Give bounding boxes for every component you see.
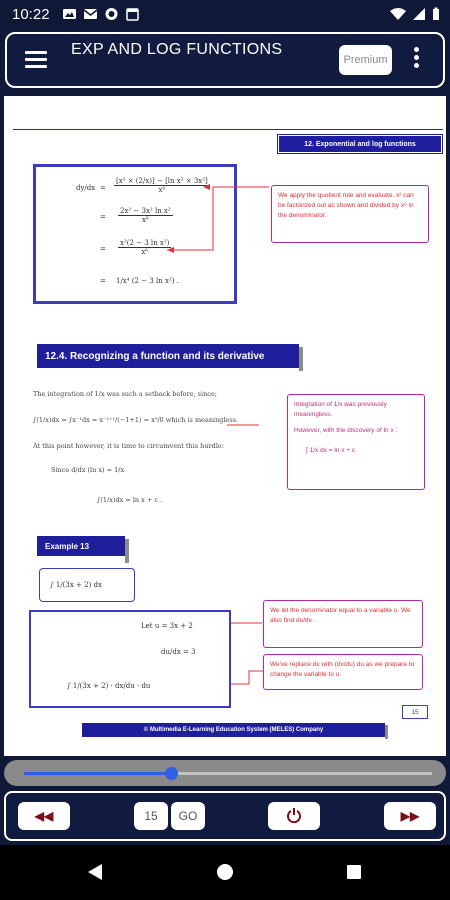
replace-dx-note: We've replace dx with (dx/du) du as we prepare to change the variable to u. (263, 654, 423, 690)
example-integral: ∫ 1/(3x + 2) dx (50, 581, 102, 589)
status-bar (0, 0, 450, 30)
page-slider-container (4, 760, 446, 786)
power-icon (286, 807, 302, 826)
equals-1: = (100, 184, 106, 192)
home-icon[interactable] (216, 863, 234, 886)
battery-icon (432, 7, 440, 26)
mail-icon (83, 7, 98, 21)
intro-text: The integration of 1/x was such a setback before, since; (33, 390, 217, 398)
menu-icon[interactable] (25, 51, 47, 69)
note2-line1: Integration of 1/x was previously meaningless. (294, 401, 387, 418)
page-content (7, 98, 443, 750)
calendar-icon (125, 7, 140, 21)
substitution-box (29, 610, 231, 708)
step2-numerator: 2x² − 3x² ln x² (120, 207, 171, 215)
quotient-rule-note: We apply the quotient rule and evaluate. x² can be factorized out as shown and divided by x⁶ in the denominator. (271, 185, 429, 243)
step1-numerator: [x² × (2/x)] − [ln x² × 3x²] (116, 177, 208, 185)
note2-line2: However, with the discovery of ln x ; (294, 427, 398, 434)
signal-icon (412, 7, 426, 26)
then-line: ∫(1/x)dx = ln x + c . (97, 496, 163, 504)
wifi-icon (390, 7, 406, 26)
let-line: Let u = 3x + 2 (141, 622, 193, 630)
app-title: EXP AND LOG FUNCTIONS (71, 41, 283, 58)
gallery-icon (62, 7, 77, 21)
status-time: 10:22 (12, 6, 50, 23)
previous-page-button[interactable]: ◀◀ (18, 802, 70, 830)
step2-denominator: x⁶ (141, 216, 149, 224)
go-button[interactable]: GO (171, 802, 205, 830)
sync-icon (104, 7, 119, 21)
integration-note (287, 394, 425, 490)
page-slider-thumb[interactable] (165, 767, 178, 780)
page-slider-track[interactable] (24, 772, 432, 775)
more-options-icon[interactable] (412, 47, 420, 73)
back-icon[interactable] (86, 863, 104, 886)
page-slider-fill (24, 772, 171, 775)
step3-numerator: x²(2 − 3 ln x²) (120, 239, 170, 247)
denominator-note: We let the denominator equal to a variable u. We also find du/dx . (263, 600, 423, 648)
example-label: Example 13 (37, 536, 125, 556)
derivative-lhs: dy/dx (76, 184, 96, 192)
next-page-button[interactable]: ▶▶ (384, 802, 436, 830)
note2-line3: ∫ 1/x dx = ln x + c (306, 447, 356, 454)
equals-3: = (100, 245, 106, 253)
step4: 1/x⁴ (2 − 3 ln x²) . (116, 277, 179, 285)
footer-banner: © Multimedia E-Learning Education System (MELES) Company (82, 723, 385, 737)
system-icons (390, 7, 440, 26)
page-number: 15 (402, 705, 428, 719)
equals-2: = (100, 213, 106, 221)
document-page (4, 96, 446, 756)
section-header-label: 12. Exponential and log functions (279, 136, 441, 152)
premium-button[interactable]: Premium (339, 45, 392, 75)
example-integral-box (39, 568, 135, 602)
integral-line: ∫(1/x)dx = ∫x⁻¹dx = x⁻¹⁺¹/(−1+1) = x⁰/0 which is meaningless. (33, 416, 239, 424)
app-bar (5, 32, 445, 88)
notification-icons (62, 7, 140, 21)
step1-denominator: x⁶ (158, 186, 166, 194)
page-controls (4, 791, 446, 841)
page-number-input[interactable]: 15 (134, 802, 168, 830)
power-button[interactable] (268, 802, 320, 830)
point-text: At this point however, it is time to circumvent this hurdle: (33, 442, 224, 450)
system-nav-bar (0, 845, 450, 900)
since-line: Since d/dx (ln x) = 1/x (51, 466, 125, 474)
recents-icon[interactable] (346, 864, 362, 885)
sub-line: ∫ 1/(3x + 2) · dx/du · du (67, 682, 151, 690)
subsection-heading: 12.4. Recognizing a function and its derivative (37, 344, 299, 368)
step3-denominator: x⁶ (141, 248, 149, 256)
equals-4: = (100, 277, 106, 285)
du-line: du/dx = 3 (161, 648, 196, 656)
